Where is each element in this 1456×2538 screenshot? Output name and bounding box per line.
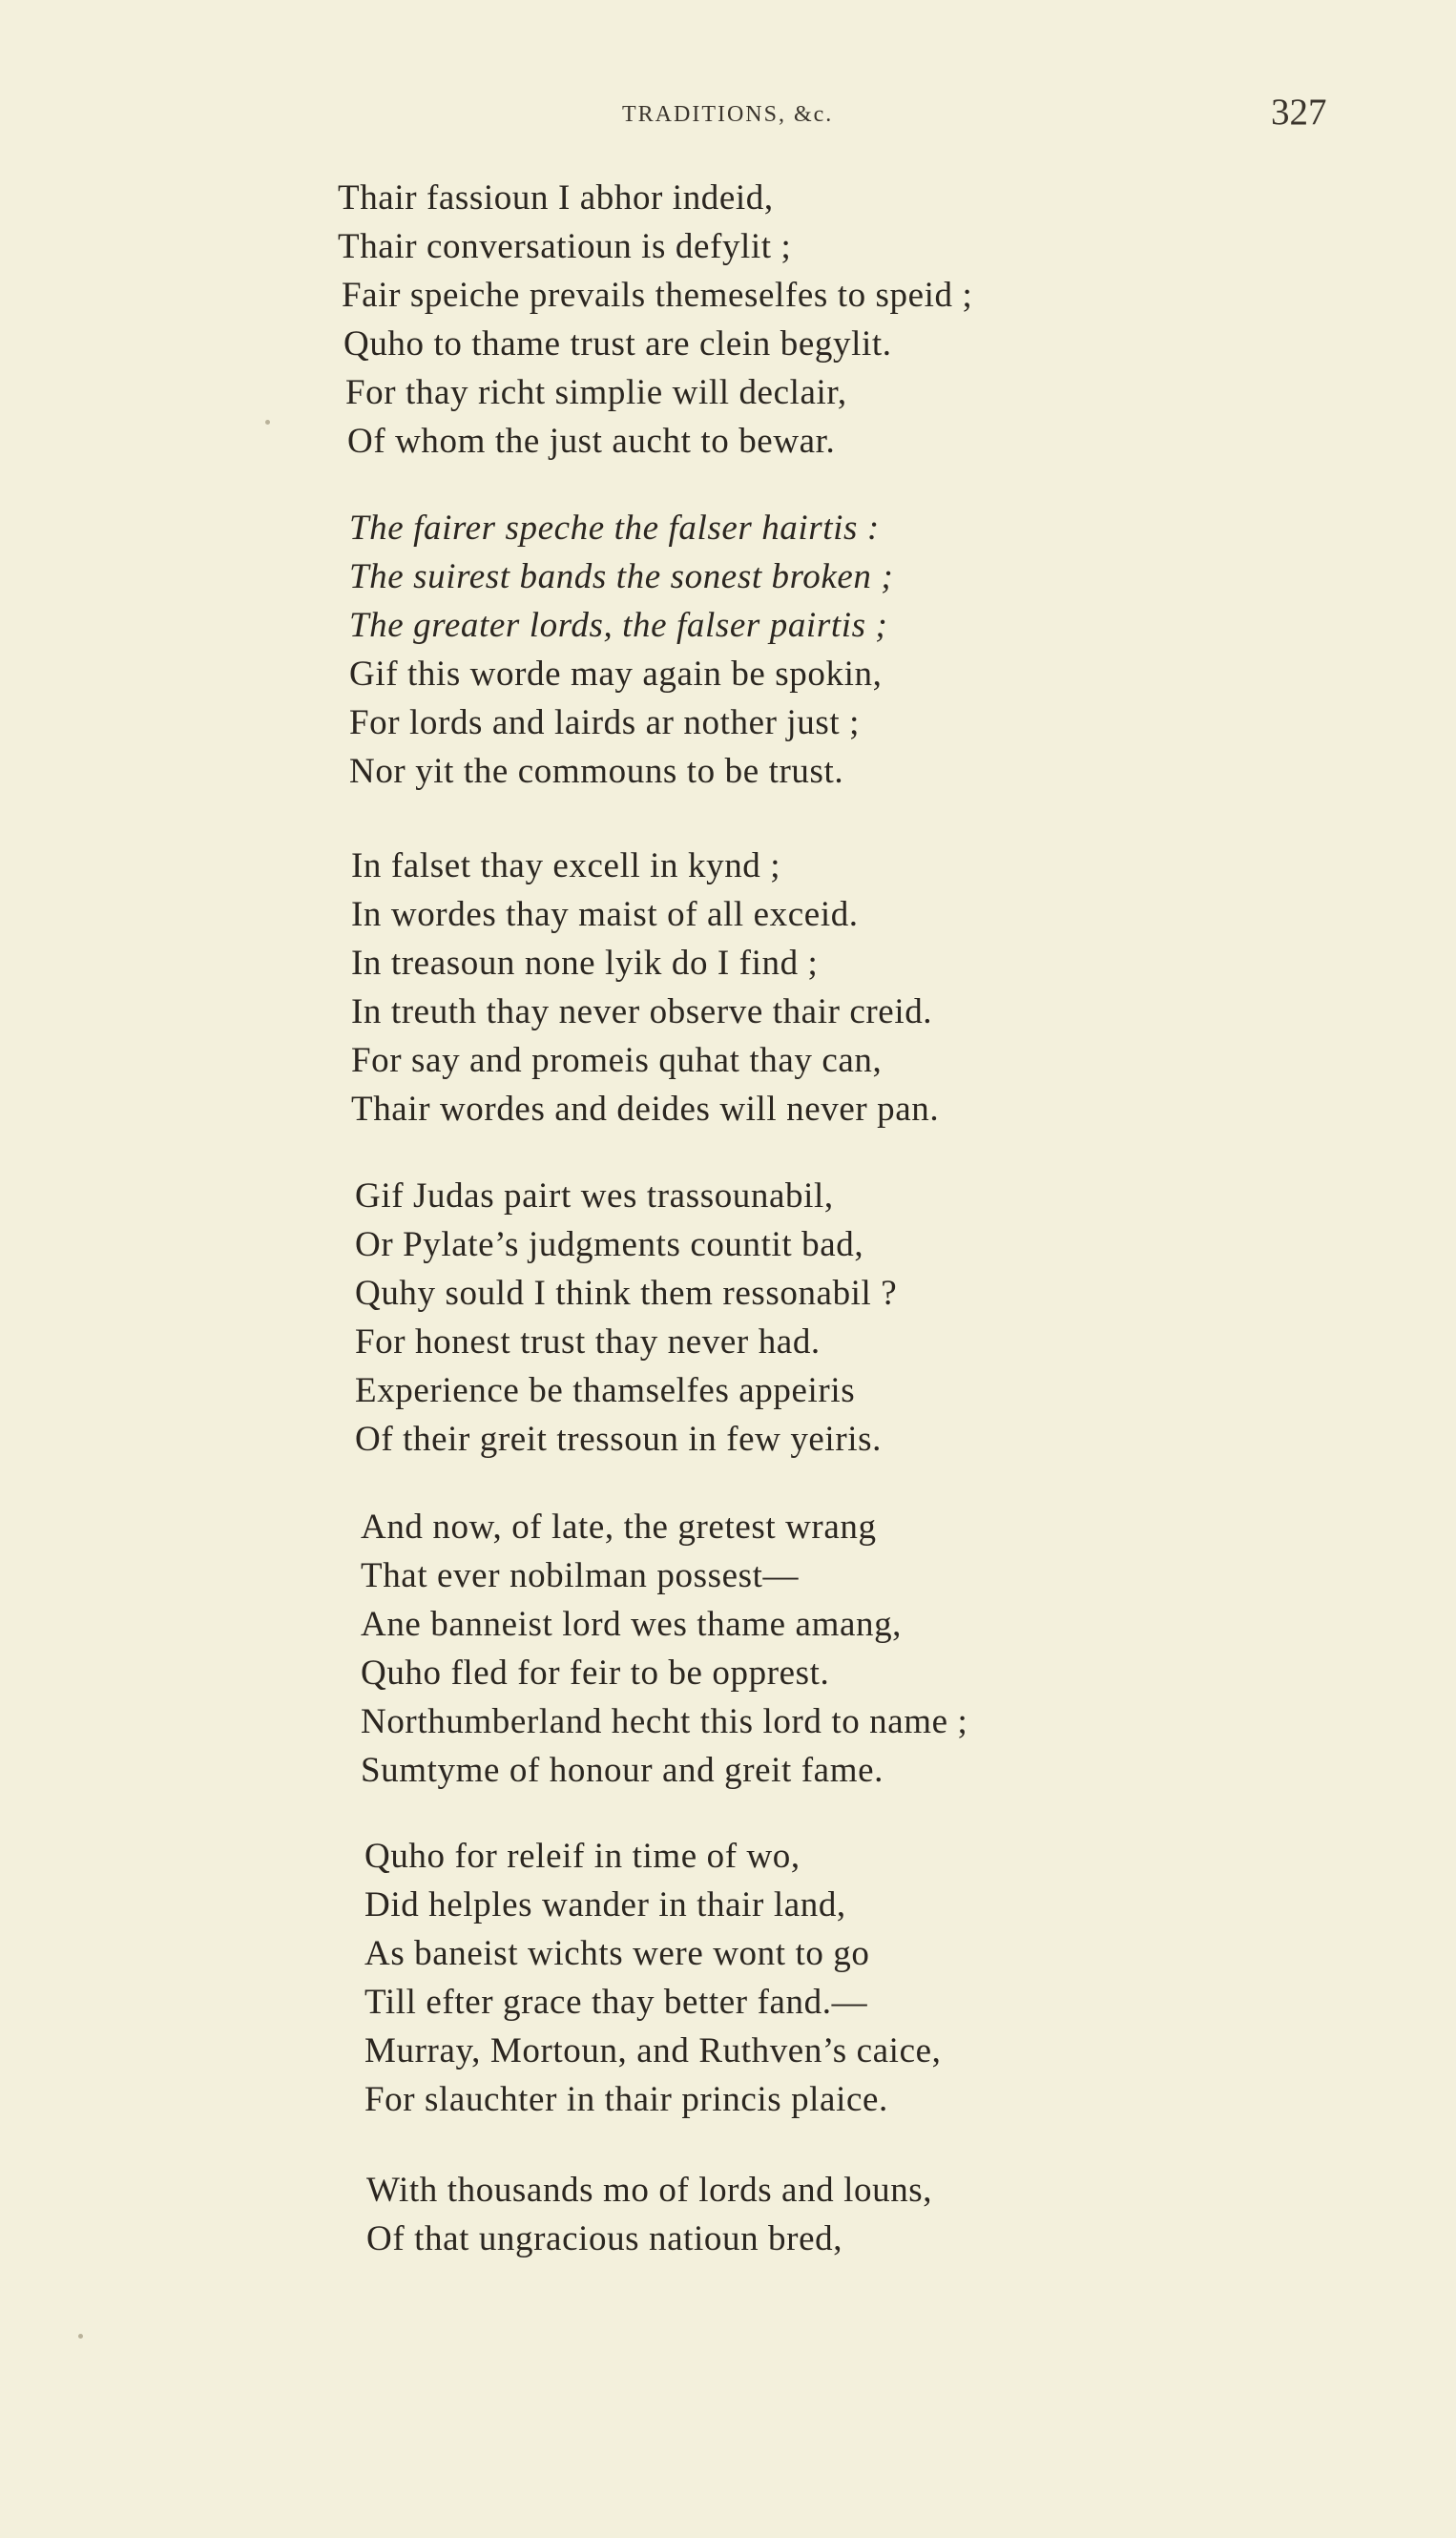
poem-line: Of their greit tressoun in few yeiris. (355, 1420, 882, 1459)
poem-line: Gif Judas pairt wes trassounabil, (355, 1176, 834, 1216)
stanza-3 (351, 842, 939, 1134)
poem-line: Experience be thamselfes appeiris (355, 1371, 856, 1410)
paper-speck (78, 2334, 83, 2339)
running-head (0, 91, 1456, 138)
poem-line: Fair speiche prevails themeselfes to speid ; (342, 276, 973, 315)
poem-line: For lords and lairds ar nother just ; (349, 703, 860, 742)
stanza-1 (338, 174, 972, 466)
stanza-7 (366, 2166, 932, 2263)
poem-line: Quho fled for feir to be opprest. (361, 1654, 830, 1693)
poem-line: Gif this worde may again be spokin, (349, 655, 883, 694)
poem-line: For slauchter in thair princis plaice. (364, 2080, 888, 2119)
poem-line: And now, of late, the gretest wrang (361, 1508, 877, 1547)
page-number: 327 (1271, 92, 1327, 133)
poem-line: Sumtyme of honour and greit fame. (361, 1751, 884, 1790)
stanza-2 (349, 504, 893, 796)
poem-line: Murray, Mortoun, and Ruthven’s caice, (364, 2031, 942, 2070)
poem-line: Of whom the just aucht to bewar. (347, 422, 836, 461)
poem-line: For thay richt simplie will declair, (345, 373, 847, 412)
poem-line: Quhy sould I think them ressonabil ? (355, 1274, 898, 1313)
poem-line: Of that ungracious natioun bred, (366, 2219, 843, 2258)
poem-line: For say and promeis quhat thay can, (351, 1041, 883, 1080)
poem-line: The suirest bands the sonest broken ; (349, 557, 894, 596)
running-title: TRADITIONS, &c. (622, 102, 834, 127)
poem-line: For honest trust thay never had. (355, 1322, 821, 1362)
poem-line: Did helples wander in thair land, (364, 1885, 846, 1924)
paper-speck (265, 420, 270, 425)
poem-line: Or Pylate’s judgments countit bad, (355, 1225, 864, 1264)
poem-line: Till efter grace thay better fand.— (364, 1983, 868, 2022)
poem-line: As baneist wichts were wont to go (364, 1934, 870, 1973)
poem-line: The fairer speche the falser hairtis : (349, 509, 880, 548)
poem-line: That ever nobilman possest— (361, 1556, 800, 1595)
poem-line: In falset thay excell in kynd ; (351, 846, 781, 885)
poem-line: Northumberland hecht this lord to name ; (361, 1702, 968, 1741)
poem-line: Ane banneist lord wes thame amang, (361, 1605, 903, 1644)
poem-line: The greater lords, the falser pairtis ; (349, 606, 888, 645)
stanza-6 (364, 1832, 941, 2124)
poem-line: Thair wordes and deides will never pan. (351, 1090, 940, 1129)
poem-line: Quho for releif in time of wo, (364, 1837, 801, 1876)
poem-line: Nor yit the commouns to be trust. (349, 752, 844, 791)
poem-line: In treuth thay never observe thair creid. (351, 992, 933, 1031)
poem-line: With thousands mo of lords and louns, (366, 2171, 933, 2210)
poem-line: In treasoun none lyik do I find ; (351, 944, 819, 983)
stanza-4 (355, 1172, 897, 1464)
stanza-5 (361, 1503, 967, 1795)
poem-line: Quho to thame trust are clein begylit. (343, 324, 892, 364)
poem-line: Thair conversatioun is defylit ; (338, 227, 792, 266)
poem-line: In wordes thay maist of all exceid. (351, 895, 859, 934)
poem-line: Thair fassioun I abhor indeid, (338, 178, 774, 218)
